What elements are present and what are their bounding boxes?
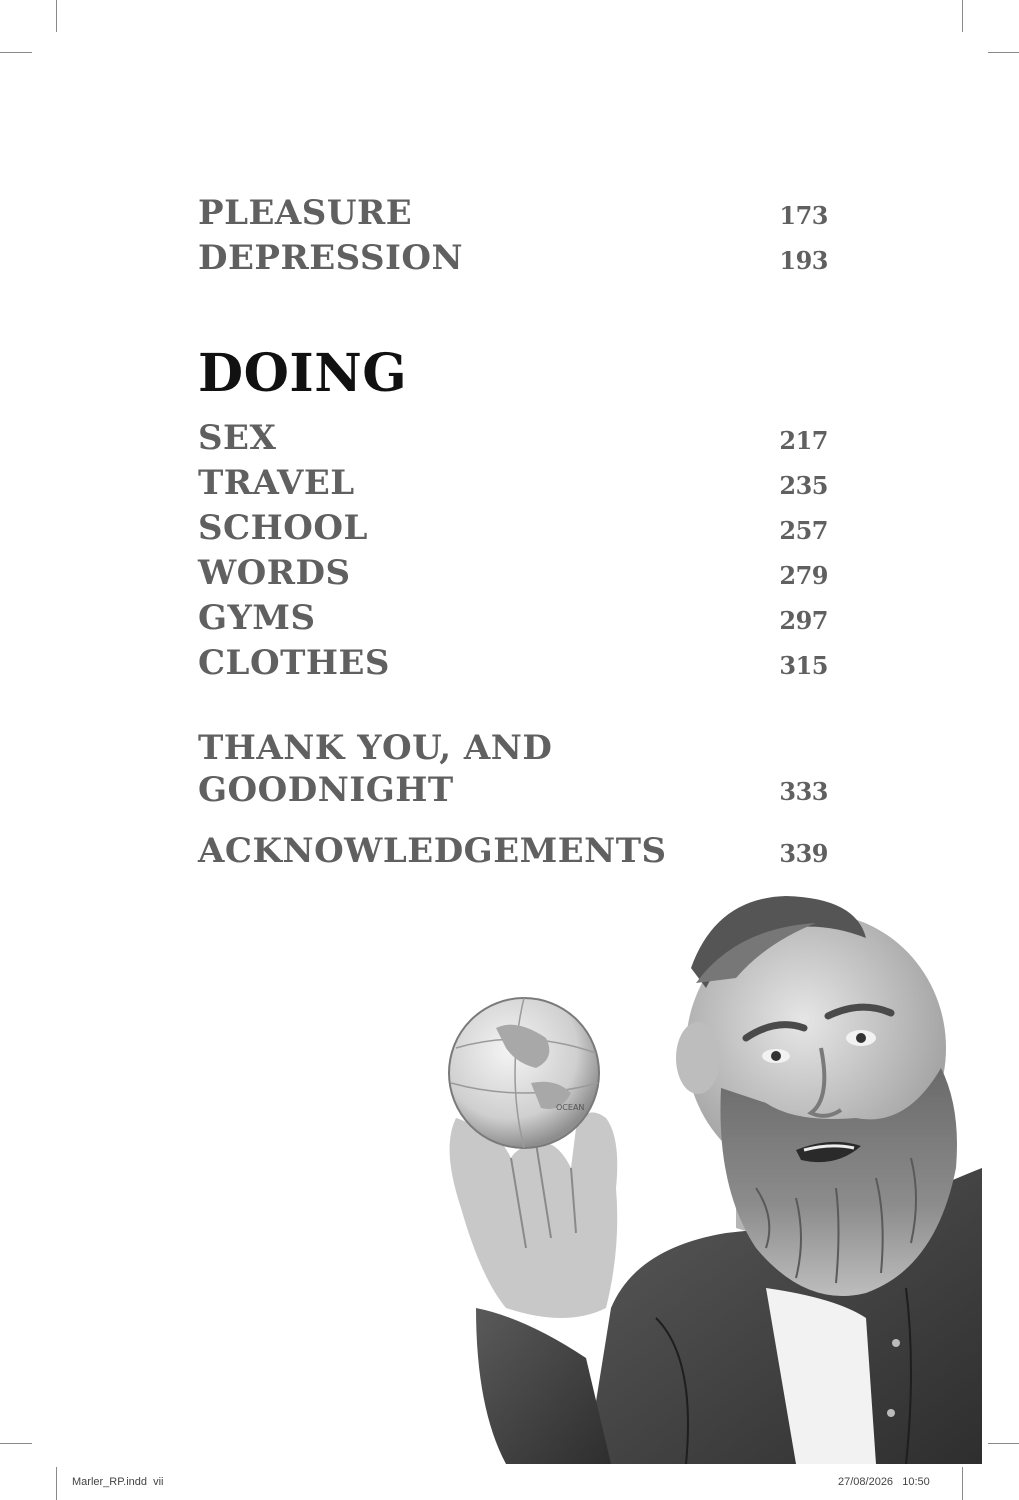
toc-entry-page: 333 <box>779 777 828 806</box>
toc-entry-title: GYMS <box>198 598 316 638</box>
toc-entry-title: SCHOOL <box>198 508 368 548</box>
slug-datetime: 27/08/2026 10:50 <box>838 1476 930 1488</box>
toc-entry-depression[interactable] <box>198 238 828 278</box>
toc-entry-clothes[interactable] <box>198 643 828 683</box>
toc-entry-page: 315 <box>779 651 828 680</box>
toc-entry-travel[interactable] <box>198 463 828 503</box>
toc-entry-title: TRAVEL <box>198 463 355 503</box>
toc-entry-gyms[interactable] <box>198 598 828 638</box>
toc-entry-title: WORDS <box>198 553 351 593</box>
toc-entry-pleasure[interactable] <box>198 193 828 233</box>
toc-entry-title: DEPRESSION <box>198 238 464 278</box>
toc-entry-title: CLOTHES <box>198 643 390 683</box>
crop-mark <box>988 1443 1019 1444</box>
toc-entry-page: 217 <box>779 426 828 455</box>
toc-entry-page: 257 <box>779 516 828 545</box>
toc-entry-words[interactable] <box>198 553 828 593</box>
toc-entry-title: PLEASURE <box>198 193 413 233</box>
toc-entry-title: SEX <box>198 418 277 458</box>
toc-entry-thank-you[interactable] <box>198 727 828 811</box>
toc-entry-title: ACKNOWLEDGEMENTS <box>198 831 667 871</box>
slug-file-info: Marler_RP.indd vii <box>72 1476 164 1488</box>
toc-entry-page: 279 <box>779 561 828 590</box>
crop-mark <box>56 1467 57 1500</box>
bearded-man-holding-globe-image <box>436 888 982 1464</box>
toc-entry-acknowledgements[interactable] <box>198 831 828 871</box>
globe-label: OCEAN <box>556 1103 585 1112</box>
toc-entry-page: 193 <box>779 246 828 275</box>
section-heading-doing: DOING <box>198 343 408 404</box>
toc-entry-page: 339 <box>779 839 828 868</box>
toc-entry-title-line1: THANK YOU, AND <box>198 728 553 768</box>
crop-mark <box>962 0 963 32</box>
crop-mark <box>962 1467 963 1500</box>
crop-mark <box>56 0 57 32</box>
toc-entry-page: 235 <box>779 471 828 500</box>
toc-entry-page: 297 <box>779 606 828 635</box>
toc-entry-sex[interactable] <box>198 418 828 458</box>
toc-entry-school[interactable] <box>198 508 828 548</box>
crop-mark <box>988 52 1019 53</box>
toc-entry-page: 173 <box>779 201 828 230</box>
crop-mark <box>0 1443 32 1444</box>
toc-entry-title-line2: GOODNIGHT <box>198 770 454 810</box>
crop-mark <box>0 52 32 53</box>
